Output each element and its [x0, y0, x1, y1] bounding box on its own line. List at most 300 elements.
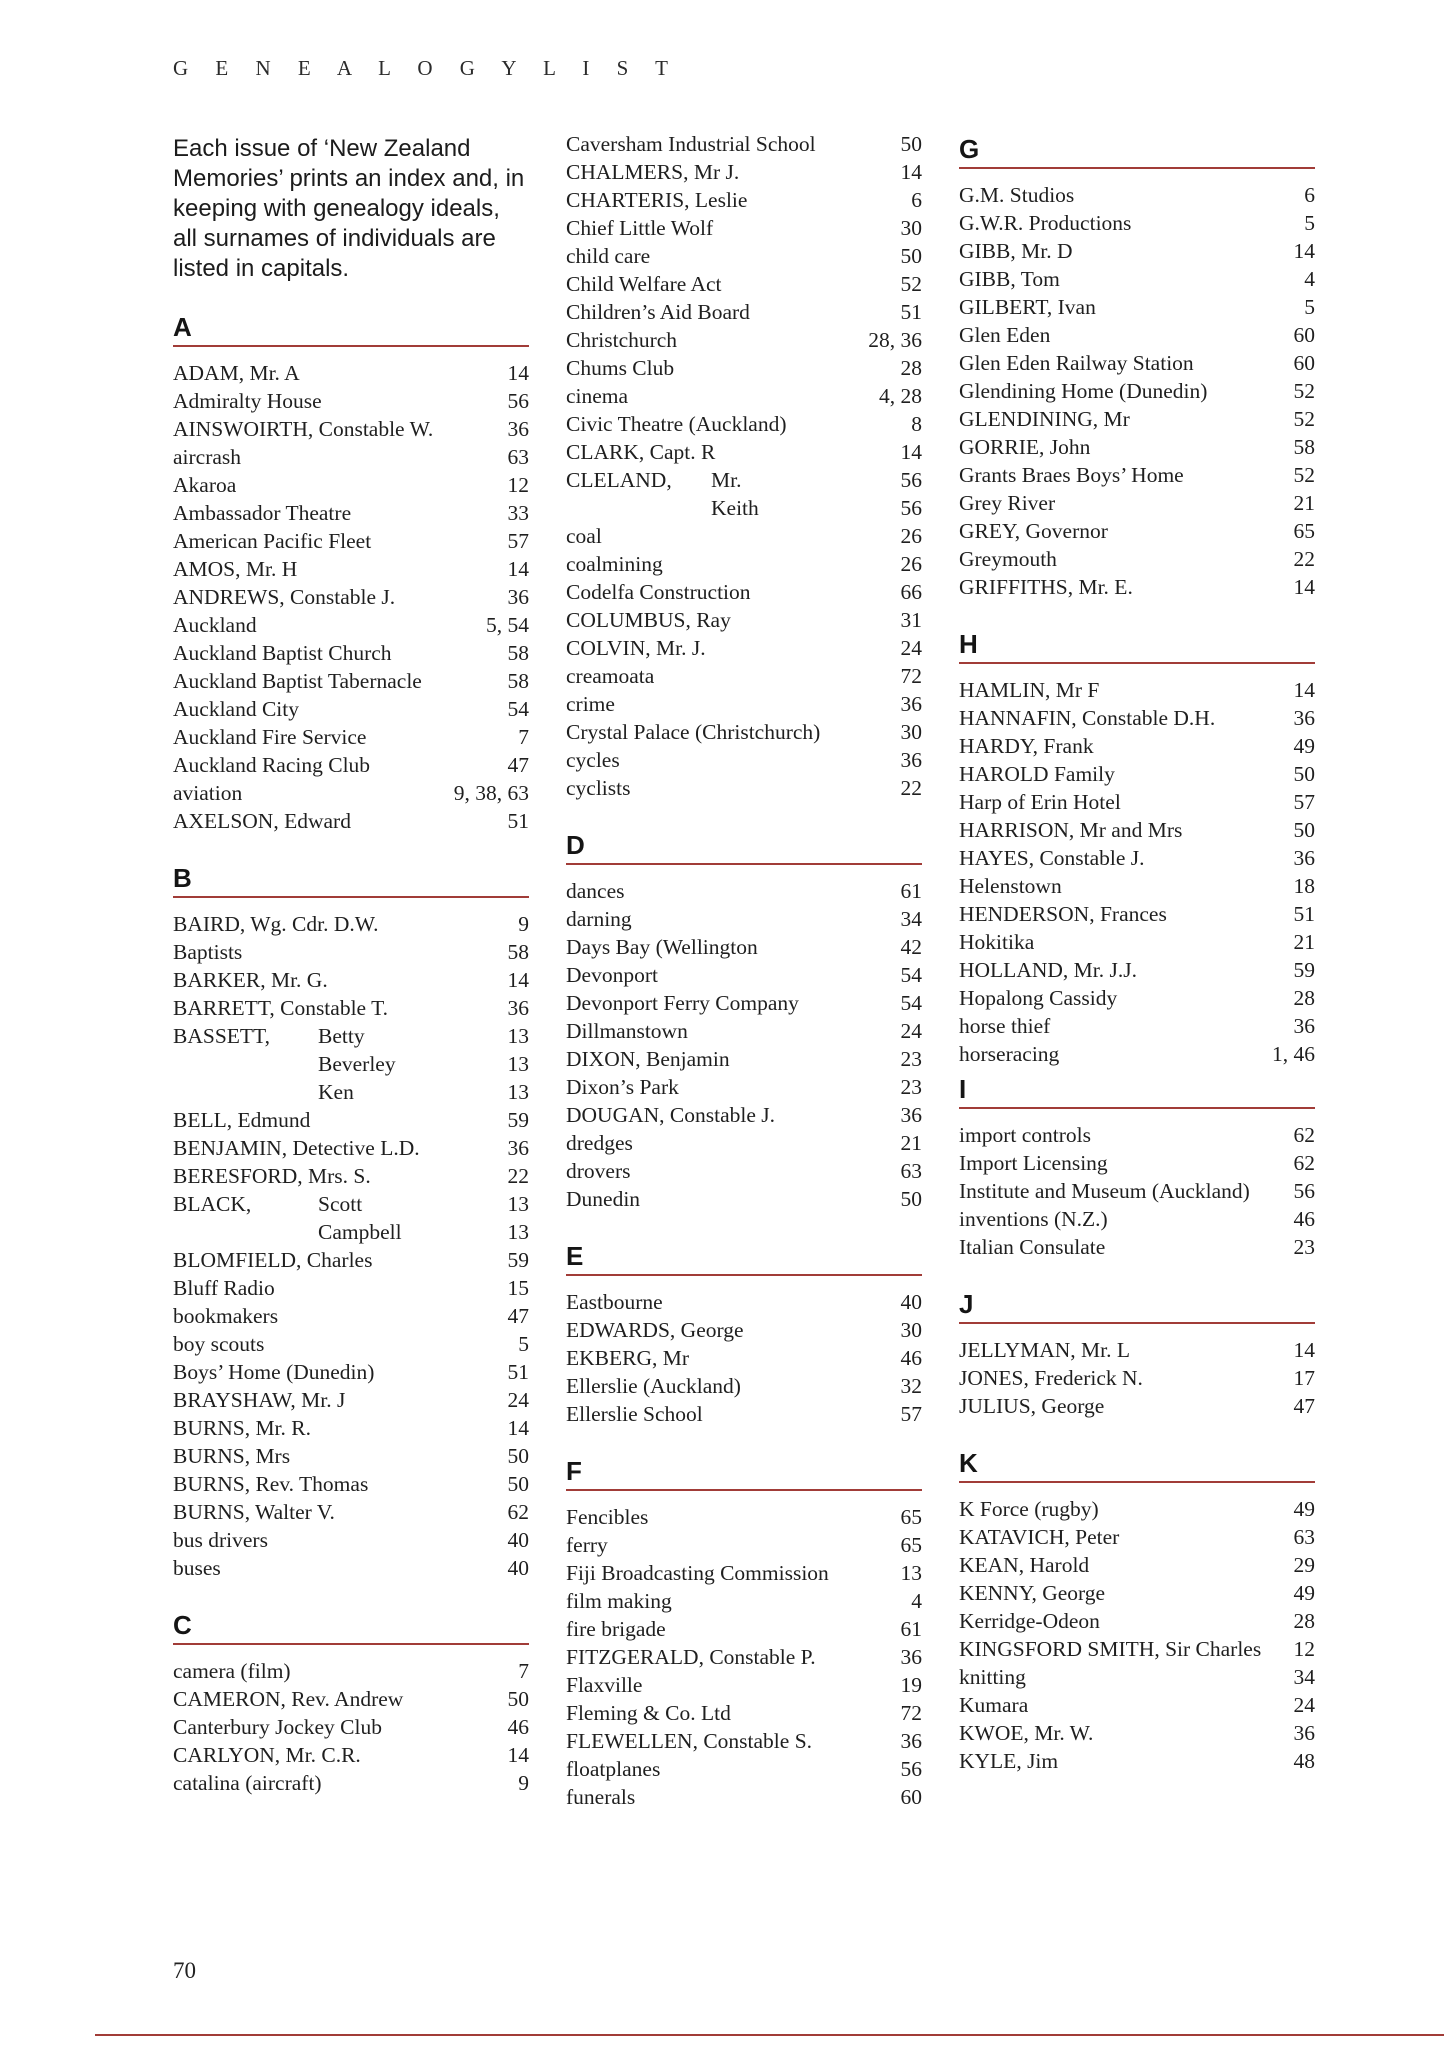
index-entry: [566, 354, 922, 382]
index-entry: [173, 751, 529, 779]
index-entry: [173, 1498, 529, 1526]
index-entry: [566, 1157, 922, 1185]
index-entry: [173, 910, 529, 938]
index-entry: [173, 611, 529, 639]
index-entry: [173, 471, 529, 499]
entry-page-numbers: 58: [507, 669, 529, 693]
entry-page-numbers: 26: [900, 524, 922, 548]
entry-label: ANDREWS, Constable J.: [173, 585, 396, 609]
entry-page-numbers: 28, 36: [868, 328, 922, 352]
index-entry: [959, 1392, 1315, 1420]
entry-page-numbers: 46: [900, 1346, 922, 1370]
entry-label: CLARK, Capt. R: [566, 440, 716, 464]
entry-page-numbers: 7: [518, 725, 529, 749]
entry-label: KWOE, Mr. W.: [959, 1721, 1094, 1745]
entry-page-numbers: 51: [507, 809, 529, 833]
entry-page-numbers: 42: [900, 935, 922, 959]
entry-page-numbers: 13: [507, 1080, 529, 1104]
entry-page-numbers: 5: [1304, 211, 1315, 235]
index-entry: [566, 989, 922, 1017]
entry-page-numbers: 29: [1293, 1553, 1315, 1577]
entry-page-numbers: 14: [1293, 678, 1315, 702]
index-entry: [566, 634, 922, 662]
entry-page-numbers: 17: [1293, 1366, 1315, 1390]
entry-label: Bluff Radio: [173, 1276, 275, 1300]
entry-page-numbers: 22: [1293, 547, 1315, 571]
entry-label: BLOMFIELD, Charles: [173, 1248, 373, 1272]
entry-label: JULIUS, George: [959, 1394, 1105, 1418]
entry-label: BURNS, Mrs: [173, 1444, 291, 1468]
entry-label: BARKER, Mr. G.: [173, 968, 328, 992]
entry-label: aircrash: [173, 445, 242, 469]
entry-label: Boys’ Home (Dunedin): [173, 1360, 375, 1384]
entry-label: horseracing: [959, 1042, 1060, 1066]
index-entry: [959, 1121, 1315, 1149]
entry-label: BASSETT,: [173, 1024, 270, 1048]
index-entry: [959, 1364, 1315, 1392]
entry-label: Greymouth: [959, 547, 1057, 571]
entry-page-numbers: 14: [1293, 1338, 1315, 1362]
entry-label: American Pacific Fleet: [173, 529, 372, 553]
index-entry: [959, 788, 1315, 816]
index-entry: [566, 1699, 922, 1727]
entry-page-numbers: 56: [900, 468, 922, 492]
entry-page-numbers: 13: [900, 1561, 922, 1585]
index-entry: [566, 410, 922, 438]
entry-label: catalina (aircraft): [173, 1771, 322, 1795]
entry-page-numbers: 49: [1293, 734, 1315, 758]
index-column-3: [959, 130, 1315, 1775]
entry-label: horse thief: [959, 1014, 1051, 1038]
index-entry: [959, 349, 1315, 377]
index-entry: [959, 517, 1315, 545]
entry-page-numbers: 56: [507, 389, 529, 413]
index-entry: [959, 1551, 1315, 1579]
index-entry: [566, 1643, 922, 1671]
entry-label: floatplanes: [566, 1757, 661, 1781]
entry-page-numbers: 60: [1293, 351, 1315, 375]
entry-page-numbers: 60: [1293, 323, 1315, 347]
index-entry: [566, 877, 922, 905]
entry-label: Crystal Palace (Christchurch): [566, 720, 821, 744]
entry-page-numbers: 5, 54: [486, 613, 529, 637]
index-entry: [959, 704, 1315, 732]
entry-label: funerals: [566, 1785, 636, 1809]
index-entry: [959, 956, 1315, 984]
entry-label: CHARTERIS, Leslie: [566, 188, 748, 212]
entry-sub-label: Beverley: [318, 1052, 396, 1076]
entry-label: Days Bay (Wellington: [566, 935, 758, 959]
index-entry: [566, 298, 922, 326]
entry-label: COLVIN, Mr. J.: [566, 636, 706, 660]
index-entry: [173, 1106, 529, 1134]
entry-page-numbers: 36: [900, 1103, 922, 1127]
entry-label: aviation: [173, 781, 243, 805]
entry-label: ADAM, Mr. A: [173, 361, 300, 385]
index-entry: [959, 1149, 1315, 1177]
entry-page-numbers: 47: [507, 753, 529, 777]
entry-page-numbers: 4: [1304, 267, 1315, 291]
entry-label: AINSWOIRTH, Constable W.: [173, 417, 434, 441]
section-header-f: F: [566, 1458, 922, 1491]
entry-label: darning: [566, 907, 632, 931]
index-entry: [959, 872, 1315, 900]
entry-page-numbers: 50: [507, 1687, 529, 1711]
index-entry: [173, 1713, 529, 1741]
index-entry: [566, 961, 922, 989]
entry-label: AMOS, Mr. H: [173, 557, 298, 581]
index-entry: [173, 1358, 529, 1386]
index-entry: [566, 158, 922, 186]
index-entry: [173, 1442, 529, 1470]
entry-label: Grey River: [959, 491, 1056, 515]
entry-label: HOLLAND, Mr. J.J.: [959, 958, 1137, 982]
entry-label: Akaroa: [173, 473, 237, 497]
section-header-j: J: [959, 1291, 1315, 1324]
entry-page-numbers: 58: [507, 641, 529, 665]
entry-page-numbers: 4, 28: [879, 384, 922, 408]
entry-label: Glen Eden: [959, 323, 1051, 347]
entry-page-numbers: 52: [1293, 407, 1315, 431]
entry-label: EDWARDS, George: [566, 1318, 744, 1342]
entry-label: BARRETT, Constable T.: [173, 996, 388, 1020]
index-entry: [959, 984, 1315, 1012]
entry-sub-label: Keith: [711, 496, 759, 520]
entry-label: camera (film): [173, 1659, 291, 1683]
entry-page-numbers: 61: [900, 1617, 922, 1641]
entry-page-numbers: 23: [1293, 1235, 1315, 1259]
entry-label: BRAYSHAW, Mr. J: [173, 1388, 346, 1412]
index-entry: [173, 415, 529, 443]
index-entry: [566, 1559, 922, 1587]
entry-label: FLEWELLEN, Constable S.: [566, 1729, 813, 1753]
entry-page-numbers: 62: [1293, 1151, 1315, 1175]
entry-label: CAMERON, Rev. Andrew: [173, 1687, 404, 1711]
index-entry: [959, 237, 1315, 265]
entry-label: Flaxville: [566, 1673, 643, 1697]
entry-label: Auckland Baptist Church: [173, 641, 392, 665]
entry-page-numbers: 34: [900, 907, 922, 931]
entry-page-numbers: 59: [507, 1248, 529, 1272]
entry-label: inventions (N.Z.): [959, 1207, 1108, 1231]
entry-page-numbers: 40: [900, 1290, 922, 1314]
entry-page-numbers: 36: [900, 748, 922, 772]
index-entry: [173, 1470, 529, 1498]
entry-label: Chums Club: [566, 356, 675, 380]
entry-page-numbers: 13: [507, 1192, 529, 1216]
entry-page-numbers: 9: [518, 1771, 529, 1795]
entry-page-numbers: 57: [900, 1402, 922, 1426]
entry-page-numbers: 40: [507, 1528, 529, 1552]
index-entry: [566, 214, 922, 242]
entry-label: Child Welfare Act: [566, 272, 722, 296]
index-entry: [173, 639, 529, 667]
entry-sub-label: Mr.: [711, 468, 742, 492]
entry-page-numbers: 36: [507, 996, 529, 1020]
entry-label: GLENDINING, Mr: [959, 407, 1130, 431]
index-entry: [566, 1344, 922, 1372]
entry-page-numbers: 50: [507, 1444, 529, 1468]
entry-page-numbers: 14: [507, 1416, 529, 1440]
index-entry: [173, 994, 529, 1022]
entry-label: GRIFFITHS, Mr. E.: [959, 575, 1133, 599]
entry-page-numbers: 62: [1293, 1123, 1315, 1147]
entry-page-numbers: 50: [507, 1472, 529, 1496]
entry-page-numbers: 56: [1293, 1179, 1315, 1203]
entry-page-numbers: 28: [900, 356, 922, 380]
entry-page-numbers: 63: [507, 445, 529, 469]
index-entry: [173, 695, 529, 723]
index-entry: [173, 1078, 529, 1106]
entry-page-numbers: 5: [1304, 295, 1315, 319]
index-column-1: [173, 130, 529, 1797]
index-entry: [566, 1288, 922, 1316]
entry-page-numbers: 58: [1293, 435, 1315, 459]
entry-label: G.M. Studios: [959, 183, 1075, 207]
entry-page-numbers: 14: [507, 968, 529, 992]
entry-label: Fencibles: [566, 1505, 649, 1529]
entry-label: Auckland Racing Club: [173, 753, 371, 777]
index-entry: [566, 690, 922, 718]
entry-page-numbers: 56: [900, 496, 922, 520]
entry-label: BAIRD, Wg. Cdr. D.W.: [173, 912, 379, 936]
index-column-2: [566, 130, 922, 1811]
index-entry: [173, 499, 529, 527]
index-entry: [959, 545, 1315, 573]
entry-page-numbers: 1, 46: [1272, 1042, 1315, 1066]
entry-label: AXELSON, Edward: [173, 809, 351, 833]
entry-label: Italian Consulate: [959, 1235, 1106, 1259]
index-entry: [173, 1330, 529, 1358]
entry-page-numbers: 13: [507, 1024, 529, 1048]
index-entry: [959, 461, 1315, 489]
entry-label: coalmining: [566, 552, 663, 576]
entry-label: Chief Little Wolf: [566, 216, 714, 240]
index-entry: [173, 1134, 529, 1162]
index-entry: [173, 1218, 529, 1246]
index-entry: [959, 1040, 1315, 1068]
index-entry: [566, 662, 922, 690]
index-entry: [173, 1302, 529, 1330]
section-header-g: G: [959, 136, 1315, 169]
entry-page-numbers: 30: [900, 720, 922, 744]
entry-page-numbers: 18: [1293, 874, 1315, 898]
index-entry: [959, 760, 1315, 788]
entry-page-numbers: 36: [1293, 1721, 1315, 1745]
entry-page-numbers: 63: [900, 1159, 922, 1183]
index-entry: [173, 443, 529, 471]
entry-page-numbers: 59: [507, 1108, 529, 1132]
entry-page-numbers: 50: [900, 1187, 922, 1211]
entry-label: KENNY, George: [959, 1581, 1106, 1605]
index-entry: [566, 718, 922, 746]
entry-page-numbers: 62: [507, 1500, 529, 1524]
index-entry: [566, 578, 922, 606]
entry-page-numbers: 22: [507, 1164, 529, 1188]
footer-rule: [95, 2034, 1444, 2036]
entry-page-numbers: 21: [1293, 930, 1315, 954]
index-entry: [959, 209, 1315, 237]
entry-label: Devonport Ferry Company: [566, 991, 799, 1015]
entry-page-numbers: 49: [1293, 1497, 1315, 1521]
entry-page-numbers: 14: [900, 160, 922, 184]
entry-page-numbers: 50: [1293, 818, 1315, 842]
index-entry: [959, 321, 1315, 349]
index-entry: [566, 1372, 922, 1400]
index-entry: [959, 928, 1315, 956]
index-entry: [959, 1719, 1315, 1747]
index-entry: [959, 405, 1315, 433]
entry-page-numbers: 59: [1293, 958, 1315, 982]
entry-label: HENDERSON, Frances: [959, 902, 1167, 926]
entry-page-numbers: 7: [518, 1659, 529, 1683]
entry-label: Auckland Fire Service: [173, 725, 367, 749]
entry-label: Hokitika: [959, 930, 1035, 954]
section-header-i: I: [959, 1076, 1315, 1109]
entry-page-numbers: 6: [1304, 183, 1315, 207]
index-entry: [173, 1162, 529, 1190]
index-entry: [566, 438, 922, 466]
entry-page-numbers: 36: [1293, 706, 1315, 730]
entry-label: knitting: [959, 1665, 1026, 1689]
entry-page-numbers: 15: [507, 1276, 529, 1300]
entry-page-numbers: 36: [900, 1645, 922, 1669]
entry-page-numbers: 57: [1293, 790, 1315, 814]
entry-page-numbers: 72: [900, 664, 922, 688]
entry-label: Kumara: [959, 1693, 1029, 1717]
section-header-d: D: [566, 832, 922, 865]
index-entry: [566, 186, 922, 214]
entry-label: GORRIE, John: [959, 435, 1091, 459]
entry-page-numbers: 52: [1293, 379, 1315, 403]
index-entry: [566, 1316, 922, 1344]
index-entry: [173, 583, 529, 611]
entry-page-numbers: 19: [900, 1673, 922, 1697]
index-entry: [173, 1554, 529, 1582]
entry-label: GREY, Governor: [959, 519, 1108, 543]
index-entry: [173, 1050, 529, 1078]
entry-page-numbers: 36: [507, 1136, 529, 1160]
entry-page-numbers: 13: [507, 1220, 529, 1244]
entry-label: DIXON, Benjamin: [566, 1047, 730, 1071]
index-entry: [959, 1523, 1315, 1551]
entry-label: boy scouts: [173, 1332, 265, 1356]
index-entry: [566, 1017, 922, 1045]
entry-label: HANNAFIN, Constable D.H.: [959, 706, 1216, 730]
entry-label: Devonport: [566, 963, 658, 987]
entry-page-numbers: 52: [1293, 463, 1315, 487]
entry-label: dances: [566, 879, 625, 903]
entry-label: CLELAND,: [566, 468, 672, 492]
index-entry: [566, 1185, 922, 1213]
entry-label: Civic Theatre (Auckland): [566, 412, 787, 436]
index-entry: [173, 1741, 529, 1769]
index-entry: [959, 1205, 1315, 1233]
entry-page-numbers: 47: [507, 1304, 529, 1328]
index-entry: [173, 1685, 529, 1713]
section-header-a: A: [173, 314, 529, 347]
index-entry: [566, 1615, 922, 1643]
index-entry: [173, 527, 529, 555]
entry-page-numbers: 31: [900, 608, 922, 632]
index-entry: [959, 1233, 1315, 1261]
entry-page-numbers: 36: [507, 585, 529, 609]
entry-page-numbers: 14: [507, 361, 529, 385]
entry-label: Christchurch: [566, 328, 678, 352]
index-entry: [959, 1495, 1315, 1523]
entry-page-numbers: 21: [900, 1131, 922, 1155]
entry-label: HAYES, Constable J.: [959, 846, 1145, 870]
entry-label: Caversham Industrial School: [566, 132, 816, 156]
index-entry: [173, 1386, 529, 1414]
index-entry: [959, 844, 1315, 872]
entry-label: bus drivers: [173, 1528, 268, 1552]
entry-label: crime: [566, 692, 615, 716]
index-entry: [566, 1531, 922, 1559]
entry-page-numbers: 56: [900, 1757, 922, 1781]
entry-label: Canterbury Jockey Club: [173, 1715, 382, 1739]
index-entry: [959, 1579, 1315, 1607]
index-entry: [566, 746, 922, 774]
entry-page-numbers: 14: [1293, 575, 1315, 599]
entry-page-numbers: 40: [507, 1556, 529, 1580]
index-entry: [173, 1657, 529, 1685]
index-entry: [566, 1727, 922, 1755]
entry-page-numbers: 24: [900, 636, 922, 660]
page-number: 70: [173, 1958, 196, 1983]
index-entry: [566, 1503, 922, 1531]
entry-page-numbers: 23: [900, 1075, 922, 1099]
entry-label: Glen Eden Railway Station: [959, 351, 1194, 375]
entry-label: Kerridge-Odeon: [959, 1609, 1100, 1633]
entry-page-numbers: 14: [507, 1743, 529, 1767]
entry-page-numbers: 49: [1293, 1581, 1315, 1605]
entry-label: creamoata: [566, 664, 655, 688]
entry-label: child care: [566, 244, 651, 268]
entry-page-numbers: 57: [507, 529, 529, 553]
index-entry: [173, 723, 529, 751]
entry-label: Auckland Baptist Tabernacle: [173, 669, 422, 693]
entry-label: import controls: [959, 1123, 1091, 1147]
entry-page-numbers: 36: [1293, 846, 1315, 870]
section-header-c: C: [173, 1612, 529, 1645]
index-entry: [566, 1755, 922, 1783]
index-entry: [173, 938, 529, 966]
entry-page-numbers: 52: [900, 272, 922, 296]
entry-page-numbers: 14: [507, 557, 529, 581]
entry-page-numbers: 51: [900, 300, 922, 324]
entry-page-numbers: 72: [900, 1701, 922, 1725]
intro-paragraph: Each issue of ‘New Zealand Memories’ prints an index and, in keeping with genealogy ideals, all surnames of individuals are listed in capitals.: [173, 135, 525, 282]
section-header-k: K: [959, 1450, 1315, 1483]
section-header-b: B: [173, 865, 529, 898]
entry-page-numbers: 46: [507, 1715, 529, 1739]
entry-page-numbers: 24: [1293, 1693, 1315, 1717]
entry-page-numbers: 54: [900, 991, 922, 1015]
page-title: G E N E A L O G Y L I S T: [173, 56, 679, 80]
entry-page-numbers: 28: [1293, 1609, 1315, 1633]
index-entry: [959, 816, 1315, 844]
index-entry: [566, 270, 922, 298]
index-entry: [173, 1526, 529, 1554]
entry-page-numbers: 24: [507, 1388, 529, 1412]
index-entry: [566, 1045, 922, 1073]
entry-label: BLACK,: [173, 1192, 252, 1216]
entry-page-numbers: 63: [1293, 1525, 1315, 1549]
index-entry: [566, 494, 922, 522]
entry-page-numbers: 30: [900, 216, 922, 240]
index-entry: [566, 382, 922, 410]
